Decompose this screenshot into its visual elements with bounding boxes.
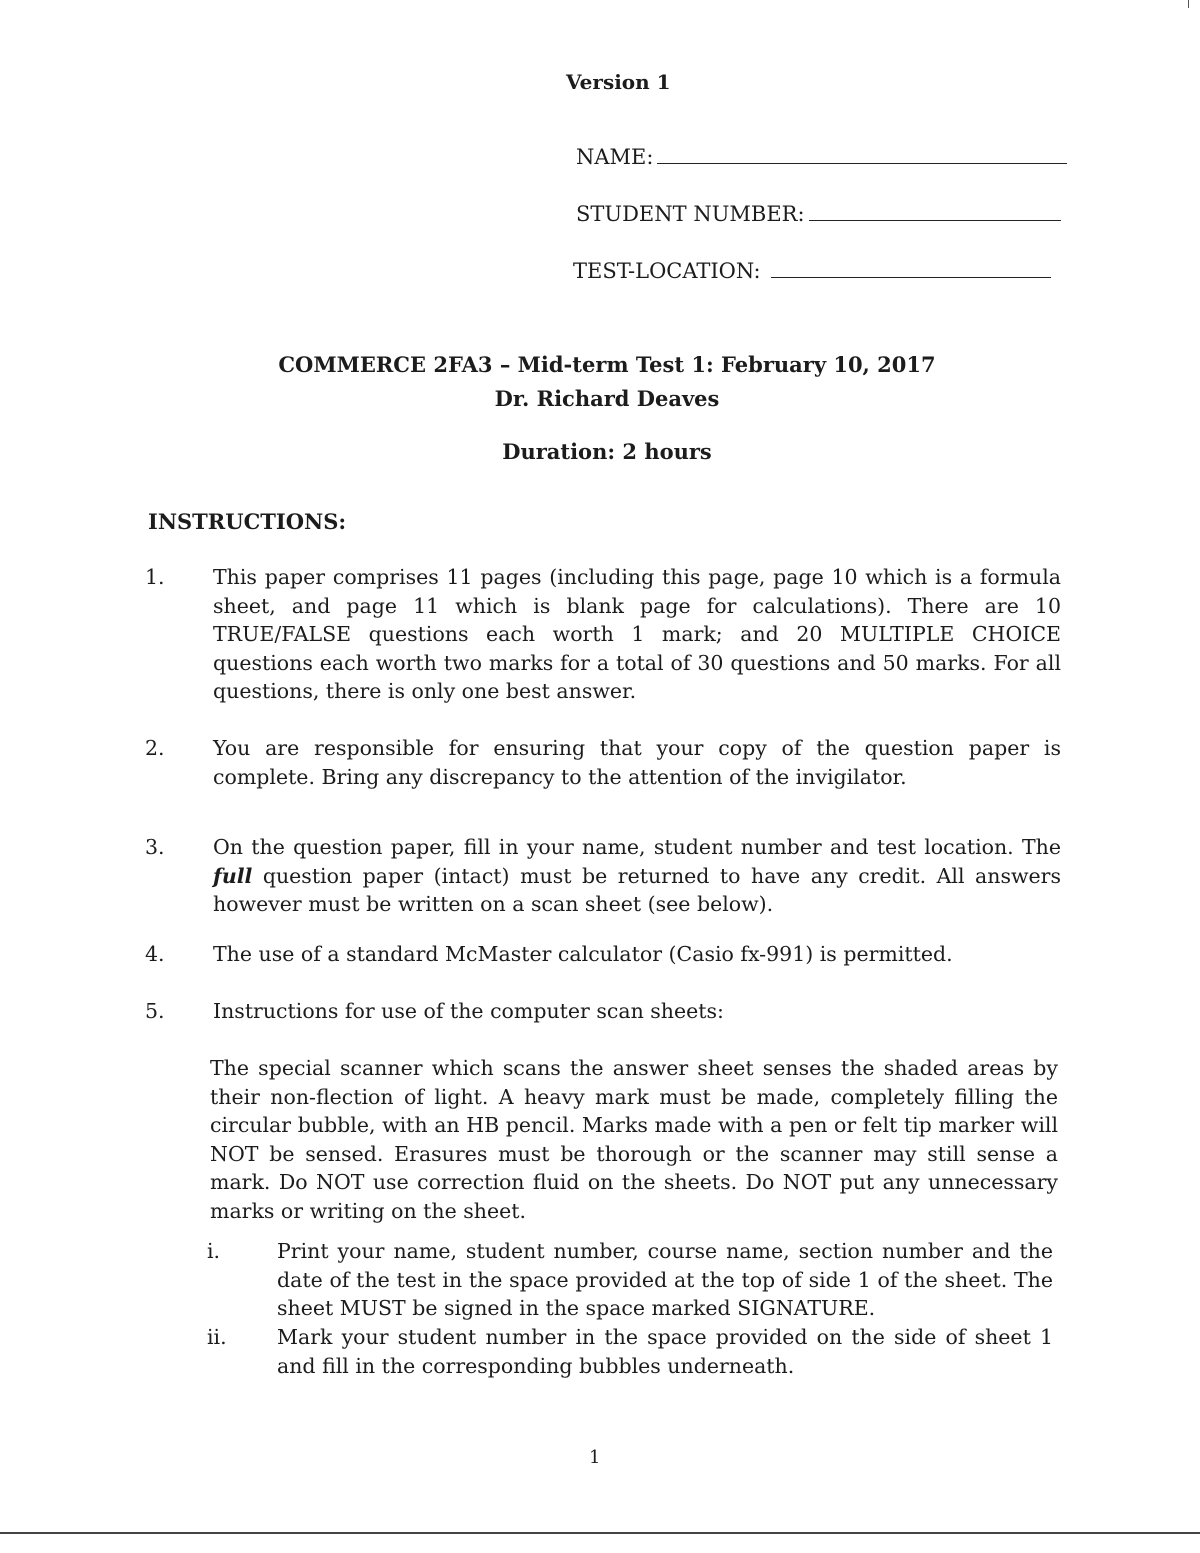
sub-item-text: Print your name, student number, course name, section number and the date of the test in the space provided at the top of side 1 of the sheet. The sheet MUST be signed in the space marked SIGNATURE.	[277, 1239, 1053, 1320]
item-number: 3.	[145, 835, 165, 859]
duration: Duration: 2 hours	[502, 439, 712, 464]
student-number-label: STUDENT NUMBER:	[576, 202, 805, 226]
item-number: 5.	[145, 999, 165, 1023]
sub-item-number: i.	[207, 1239, 221, 1263]
instructions-heading: INSTRUCTIONS:	[148, 509, 347, 534]
item-text	[213, 833, 1061, 919]
test-location-field	[573, 255, 1051, 283]
sub-item-number: ii.	[207, 1325, 227, 1349]
scan-sheet-paragraph: The special scanner which scans the answer sheet senses the shaded areas by their non-flection of light. A heavy mark must be made, completely filling the circular bubble, with an HB pencil. Marks made with a pen or felt tip marker will NOT be sensed. Erasures must be thorough or the scanner may still sense a mark. Do NOT use correction fluid on the sheets. Do NOT put any unnecessary marks or writing on the sheet.	[210, 1056, 1058, 1223]
item-text-part: On the question paper, fill in your name, student number and test location. The	[213, 835, 1061, 859]
name-field	[576, 141, 1067, 169]
item-number: 4.	[145, 942, 165, 966]
version-label: Version 1	[566, 70, 671, 94]
item-text-part: question paper (intact) must be returned to have any credit. All answers however must be written on a scan sheet (see below).	[213, 863, 1061, 916]
name-blank-line	[657, 141, 1067, 164]
item-text: This paper comprises 11 pages (including this page, page 10 which is a formula sheet, and page 11 which is blank page for calculations). There are 10 TRUE/FALSE questions each worth 1 mark; and 20 MULTIPLE CHOICE questions each worth two marks for a total of 30 questions and 50 marks. For all questions, there is only one best answer.	[213, 565, 1061, 703]
item-emphasis: full	[213, 863, 253, 888]
item-text: You are responsible for ensuring that your copy of the question paper is complete. Bring any discrepancy to the attention of the invigilator.	[213, 736, 1061, 789]
item-text: Instructions for use of the computer scan sheets:	[213, 999, 724, 1023]
page-number: 1	[589, 1447, 601, 1468]
item-number: 1.	[145, 565, 165, 589]
item-number: 2.	[145, 736, 165, 760]
sub-item-text: Mark your student number in the space provided on the side of sheet 1 and fill in the corresponding bubbles underneath.	[277, 1325, 1053, 1378]
test-location-blank-line	[771, 255, 1051, 278]
student-number-field	[576, 198, 1061, 226]
page-bottom-rule	[0, 1532, 1200, 1534]
name-label: NAME:	[576, 145, 654, 169]
course-title: COMMERCE 2FA3 – Mid-term Test 1: February 10, 2017	[278, 352, 936, 377]
scan-corner-mark	[1188, 0, 1189, 8]
student-number-blank-line	[809, 198, 1061, 221]
instructor-name: Dr. Richard Deaves	[494, 386, 720, 411]
item-text: The use of a standard McMaster calculator (Casio fx-991) is permitted.	[213, 942, 953, 966]
test-location-label: TEST-LOCATION:	[573, 259, 761, 283]
